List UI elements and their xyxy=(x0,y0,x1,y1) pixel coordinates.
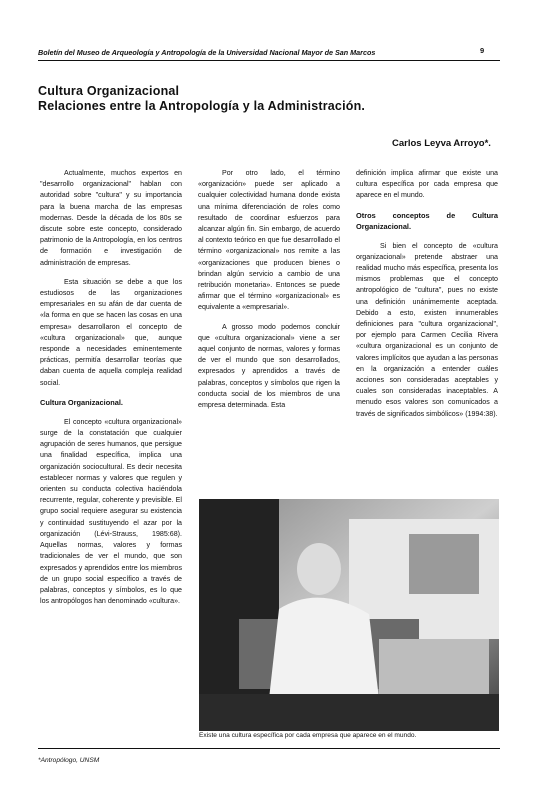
article-title: Cultura Organizacional xyxy=(38,84,180,98)
article-subtitle: Relaciones entre la Antropología y la Administración. xyxy=(38,99,366,113)
column-2 xyxy=(198,168,340,419)
paragraph: Si bien el concepto de «cultura organizacional» pretende abstraer una realidad mucho más específica, presenta los mismos problemas que el concepto antropológico de "cultura", pues no existe una definición unánimemente aceptada. Debido a esto, existen innumerables definiciones para "cultura organizacional", por ejemplo para Carmen Cecilia Rivera «cultura organizacional es un conjunto de valores implícitos que ayudan a las personas en la organización a entender cuáles acciones son consideradas aceptables y cuales son consideradas inaceptables. A menudo esos valores son comunicados a través de significados simbólicos» (1994:38). xyxy=(356,241,498,418)
paragraph: definición implica afirmar que existe una cultura específica por cada empresa que aparece en el mundo. xyxy=(356,169,498,200)
paragraph: Esta situación se debe a que los estudiosos de las organizaciones empresariales en su afán de dar cuenta de «la forma en que se hacen las cosas en una empresa» desarrollaron el concepto de «cultura organizacional» que, aunque responde a necesidades eminentemente prácticas, permitía desarrollar teorías que daban cuenta de aquella compleja realidad social. xyxy=(40,277,182,387)
section-heading: Otros conceptos de Cultura Organizacional. xyxy=(356,210,498,231)
footer-rule xyxy=(38,748,500,749)
paragraph: Actualmente, muchos expertos en "desarrollo organizacional" hablan con autoridad sobre "cultura" y su importancia para la buena marcha de las empresas modernas. Desde la década de los 80s se discute sobre este concepto, considerado patrimonio de la Antropología, en los centros de formación e investigación de administración de empresas. xyxy=(40,169,182,267)
footnote: *Antropólogo, UNSM xyxy=(38,757,100,764)
page-number: 9 xyxy=(480,46,485,55)
paragraph: El concepto «cultura organizacional» surge de la constatación que cualquier agrupación de seres humanos, que persigue una finalidad específica, implica una organización sociocultural. Es decir necesita establecer normas y valores que regulen y orienten su conducta colectiva haciéndola recurrente, regular, coherente y previsible. El grupo social requiere asegurar su existencia y continuidad sustituyendo el azar por la organización (Lévi-Strauss, 1985:68). Aquellas normas, valores y formas tradicionales de ver el mundo, que son expresados y aprendidos entre los miembros de un grupo social específico a través de palabras, conceptos y símbolos, es lo que los antropólogos han denominado «cultura». xyxy=(40,417,182,606)
section-heading: Cultura Organizacional. xyxy=(40,397,123,407)
running-header: Boletín del Museo de Arqueología y Antropología de la Universidad Nacional Mayor de San Marcos xyxy=(38,48,376,57)
office-photo-graphic xyxy=(199,499,499,731)
column-1 xyxy=(40,168,182,615)
paragraph: A grosso modo podemos concluir que «cultura organizacional» viene a ser aquel conjunto de normas, valores y formas de ver el mundo que son desarrollados, expresados y aprendidos a través de palabras, conceptos y símbolos que rigen la conducta social de los miembros de una empresa determinada. Esta xyxy=(198,322,340,410)
header-rule xyxy=(38,60,500,61)
column-3 xyxy=(356,168,498,428)
article-author: Carlos Leyva Arroyo*. xyxy=(392,138,491,149)
paragraph: Por otro lado, el término «organización» puede ser aplicado a cualquier colectividad humana donde exista una mínima diferenciación de roles como resultado de coordinar esfuerzos para alcanzar algún fin. Sin embargo, de acuerdo al contexto teórico en que fue desarrollado el término «organizacional» nos remite a las «organizaciones que producen bienes o brindan algún servicio a cambio de una retribución monetaria». Entonces se puede afirmar que el término «organizacional» es equivalente a «empresarial». xyxy=(198,169,340,312)
office-photo xyxy=(199,499,499,731)
figure-caption: Existe una cultura específica por cada empresa que aparece en el mundo. xyxy=(199,732,417,739)
